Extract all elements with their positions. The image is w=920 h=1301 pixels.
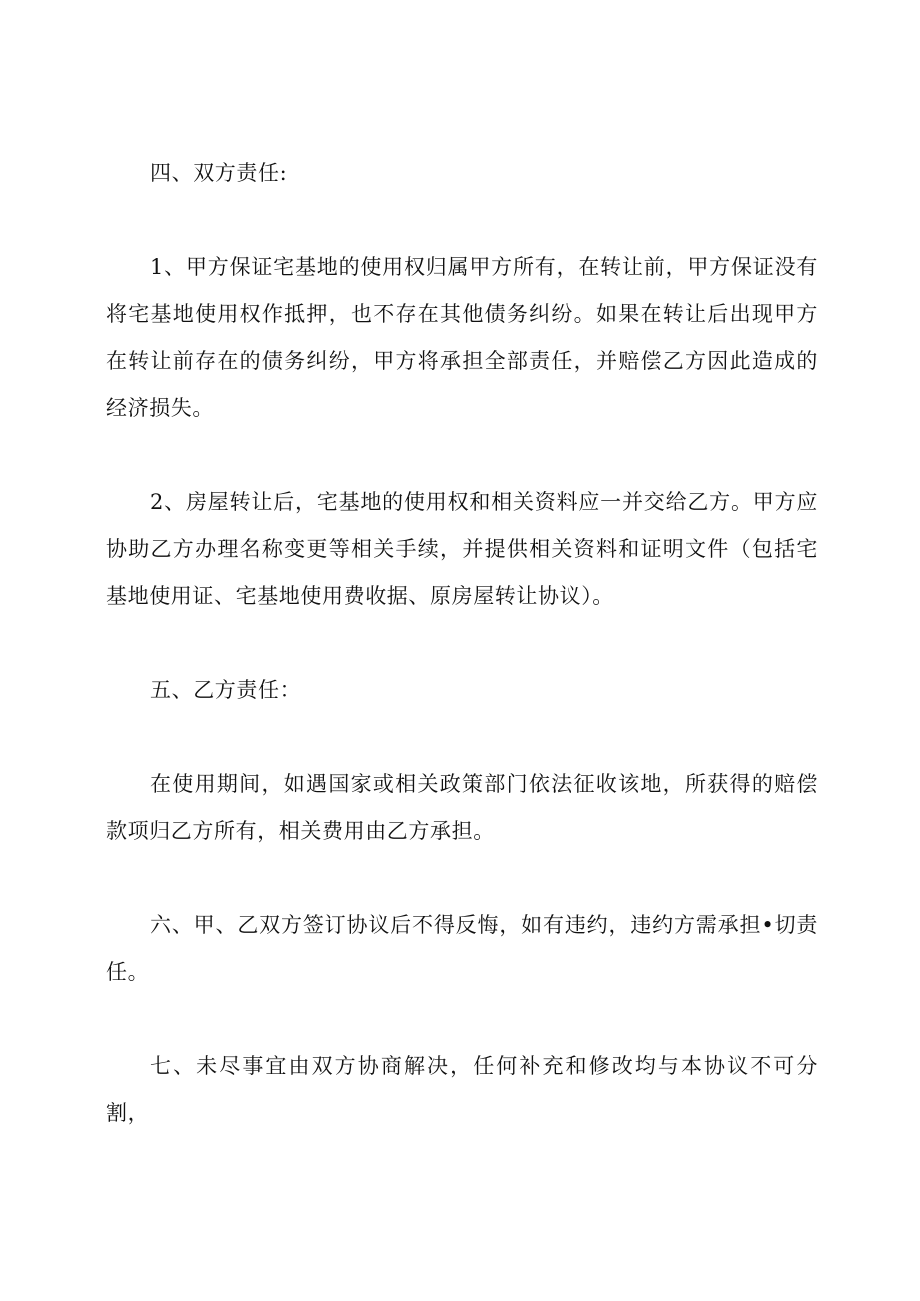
section-4-heading: 四、双方责任: [150,161,288,185]
paragraph-spacer [106,432,818,479]
section-6-paragraph: 六、甲、乙双方签订协议后不得反悔，如有违约，违约方需承担•切责任。 [106,913,818,984]
section-7-paragraph: 七、未尽事宜由双方协商解决，任何补充和修改均与本协议不可分割， [106,1054,818,1125]
clause-1-paragraph: 1、甲方保证宅基地的使用权归属甲方所有，在转让前，甲方保证没有将宅基地使用权作抵押，也不存在其他债务纠纷。如果在转让后出现甲方在转让前存在的债务纠纷，甲方将承担全部责任，并赔偿乙方因此造成的经济损失。 [106,255,818,420]
document-body [106,150,818,1137]
paragraph-spacer [106,996,818,1043]
paragraph-spacer [106,197,818,244]
section-5-paragraph: 在使用期间，如遇国家或相关政策部门依法征收该地，所获得的赔偿款项归乙方所有，相关费用由乙方承担。 [106,772,818,843]
paragraph-spacer [106,714,818,761]
paragraph-spacer [106,620,818,667]
clause-2-paragraph: 2、房屋转让后，宅基地的使用权和相关资料应一并交给乙方。甲方应协助乙方办理名称变更等相关手续，并提供相关资料和证明文件（包括宅基地使用证、宅基地使用费收据、原房屋转让协议）。 [106,490,818,608]
paragraph-spacer [106,855,818,902]
section-5-heading: 五、乙方责任： [150,678,302,702]
